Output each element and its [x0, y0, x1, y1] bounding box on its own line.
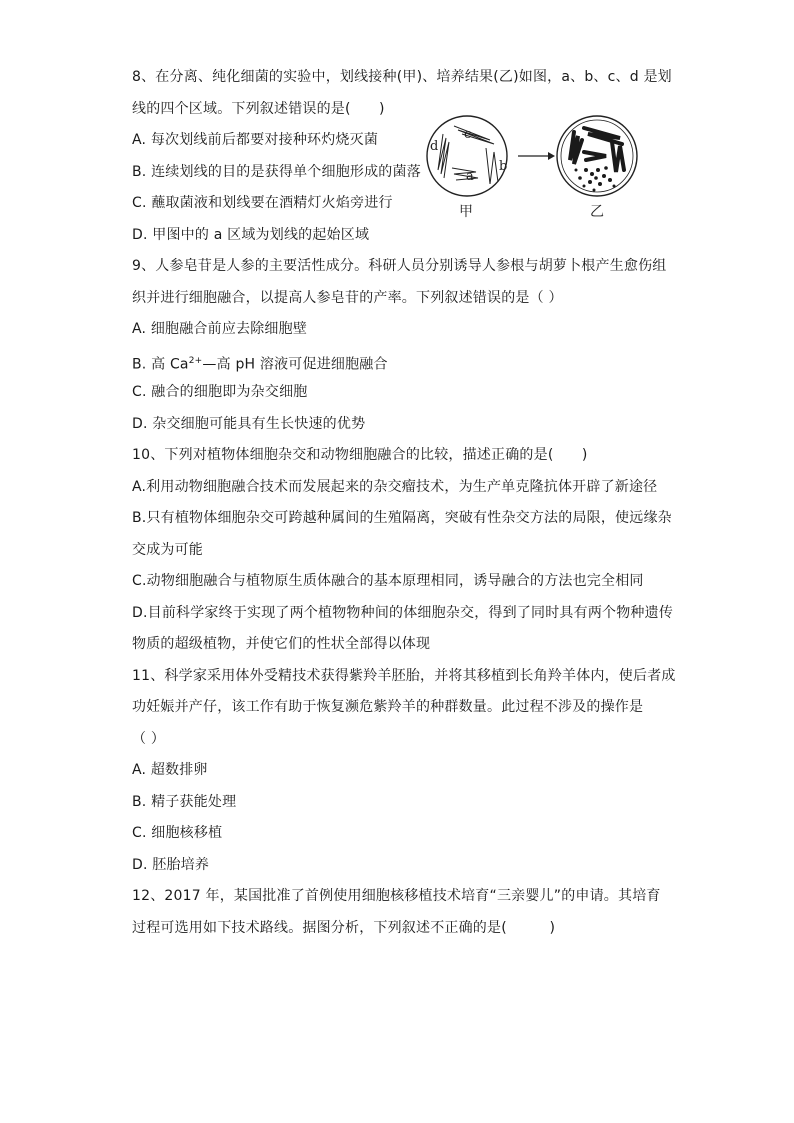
q8-option-d: D. 甲图中的 a 区域为划线的起始区域 [132, 227, 370, 243]
q9-option-b-pre: B. 高 Ca [132, 356, 189, 373]
q11-stem-line1: 11、科学家采用体外受精技术获得紫羚羊胚胎，并将其移植到长角羚羊体内，使后者成 [132, 668, 676, 684]
streak-plate-figure [424, 112, 654, 222]
label-b: b [499, 159, 508, 174]
q11-option-d: D. 胚胎培养 [132, 857, 210, 873]
q10-option-b-line2: 交成为可能 [132, 542, 203, 558]
q8-stem-line1: 8、在分离、纯化细菌的实验中，划线接种(甲)、培养结果(乙)如图，a、b、c、d 是划 [132, 69, 672, 85]
q12-stem-line2: 过程可选用如下技术路线。据图分析，下列叙述不正确的是( ) [132, 920, 556, 936]
plate-jia [427, 116, 507, 220]
q11-option-b: B. 精子获能处理 [132, 794, 237, 810]
q11-option-a: A. 超数排卵 [132, 762, 208, 778]
q10-option-b-line1: B.只有植物体细胞杂交可跨越种属间的生殖隔离，突破有性杂交方法的局限，使远缘杂 [132, 510, 672, 526]
q10-option-c: C.动物细胞融合与植物原生质体融合的基本原理相同，诱导融合的方法也完全相同 [132, 573, 644, 589]
q9-option-d: D. 杂交细胞可能具有生长快速的优势 [132, 416, 366, 432]
q11-option-c: C. 细胞核移植 [132, 825, 223, 841]
q8-stem-line2: 线的四个区域。下列叙述错误的是( ) [132, 101, 385, 117]
q8-option-c: C. 蘸取菌液和划线要在酒精灯火焰旁进行 [132, 195, 393, 211]
q9-stem-line1: 9、人参皂苷是人参的主要活性成分。科研人员分别诱导人参根与胡萝卜根产生愈伤组 [132, 258, 667, 274]
q8-option-a: A. 每次划线前后都要对接种环灼烧灭菌 [132, 132, 379, 148]
label-d: d [430, 139, 439, 154]
q11-stem-line3: （ ） [132, 731, 166, 747]
q9-option-a: A. 细胞融合前应去除细胞壁 [132, 321, 308, 337]
q9-option-b-sup: 2+ [188, 356, 203, 366]
caption-yi: 乙 [590, 204, 604, 220]
q10-option-a: A.利用动物细胞融合技术而发展起来的杂交瘤技术，为生产单克隆抗体开辟了新途径 [132, 479, 658, 495]
q8-option-b: B. 连续划线的目的是获得单个细胞形成的菌落 [132, 164, 421, 180]
label-c: c [464, 127, 472, 142]
plate-yi [557, 116, 637, 220]
label-a: a [466, 169, 474, 184]
q9-stem-line2: 织并进行细胞融合，以提高人参皂苷的产率。下列叙述错误的是（ ） [132, 290, 563, 306]
caption-jia: 甲 [459, 204, 473, 220]
q10-option-d-line1: D.目前科学家终于实现了两个植物物种间的体细胞杂交，得到了同时具有两个物种遗传 [132, 605, 674, 621]
q11-stem-line2: 功妊娠并产仔，该工作有助于恢复濒危紫羚羊的种群数量。此过程不涉及的操作是 [132, 699, 644, 715]
q10-option-d-line2: 物质的超级植物，并使它们的性状全部得以体现 [132, 636, 431, 652]
q9-option-c: C. 融合的细胞即为杂交细胞 [132, 384, 308, 400]
q9-option-b [132, 352, 388, 374]
q12-stem-line1: 12、2017 年，某国批准了首例使用细胞核移植技术培育“三亲婴儿”的申请。其培育 [132, 888, 661, 904]
q9-option-b-post: —高 pH 溶液可促进细胞融合 [202, 356, 388, 373]
q10-stem: 10、下列对植物体细胞杂交和动物细胞融合的比较，描述正确的是( ) [132, 447, 588, 463]
arrow-icon [518, 152, 555, 160]
